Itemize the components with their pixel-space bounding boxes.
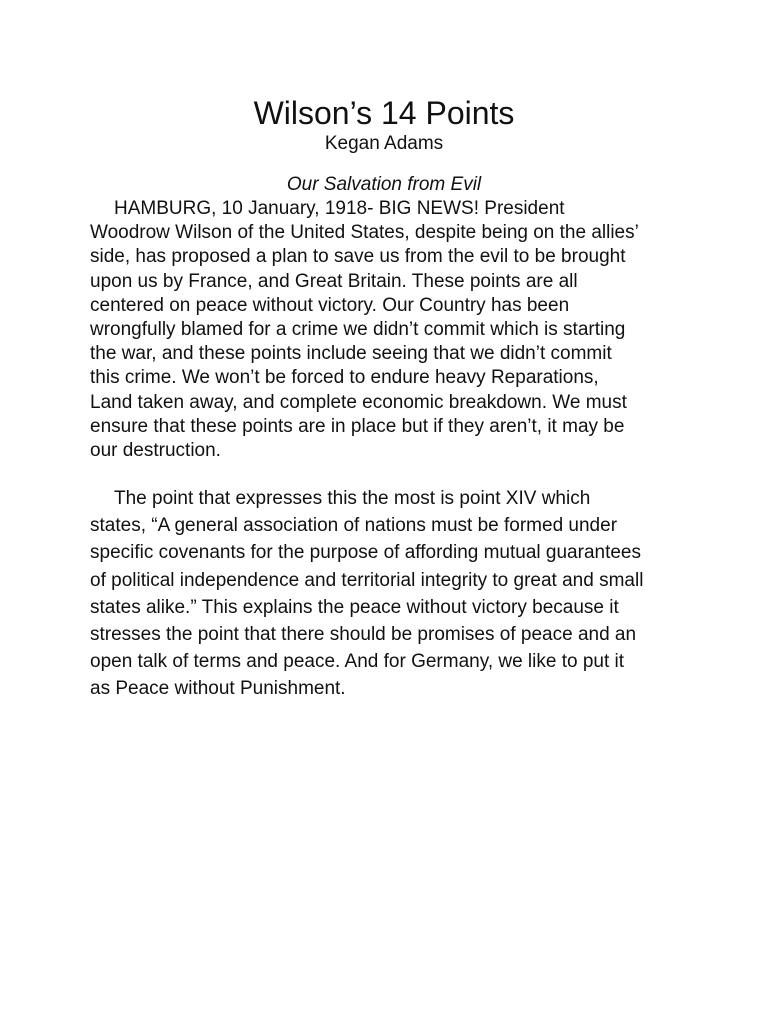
paragraph-line: upon us by France, and Great Britain. These points are all <box>90 270 578 292</box>
paragraph-line: The point that expresses this the most is point XIV which <box>114 488 591 509</box>
paragraph-line: of political independence and territorial integrity to great and small <box>90 569 644 591</box>
paragraph-2 <box>90 485 690 703</box>
paragraph-line: states, “A general association of nations must be formed under <box>90 515 618 537</box>
paragraph-line: this crime. We won’t be forced to endure heavy Reparations, <box>90 367 599 389</box>
document-title: Wilson’s 14 Points <box>253 95 515 131</box>
paragraph-1 <box>90 197 690 463</box>
paragraph-line: our destruction. <box>90 440 221 462</box>
paragraph-line: open talk of terms and peace. And for Germany, we like to put it <box>90 651 625 673</box>
paragraph-line: states alike.” This explains the peace without victory because it <box>90 596 619 618</box>
paragraph-line: wrongfully blamed for a crime we didn’t commit which is starting <box>90 319 626 341</box>
paragraph-line: stresses the point that there should be promises of peace and an <box>90 624 637 646</box>
paragraph-line: HAMBURG, 10 January, 1918- BIG NEWS! President <box>114 198 565 219</box>
paragraph-line: the war, and these points include seeing that we didn’t commit <box>90 343 612 365</box>
document-author: Kegan Adams <box>324 133 444 154</box>
paragraph-line: as Peace without Punishment. <box>90 678 346 700</box>
paragraph-line: specific covenants for the purpose of affording mutual guarantees <box>90 542 641 564</box>
paragraph-line: Land taken away, and complete economic breakdown. We must <box>90 391 627 413</box>
paragraph-line: ensure that these points are in place but if they aren’t, it may be <box>90 415 625 437</box>
paragraph-line: side, has proposed a plan to save us from the evil to be brought <box>90 246 626 268</box>
document-subtitle: Our Salvation from Evil <box>286 174 482 195</box>
paragraph-line: Woodrow Wilson of the United States, despite being on the allies’ <box>90 222 639 244</box>
paragraph-line: centered on peace without victory. Our Country has been <box>90 294 570 316</box>
